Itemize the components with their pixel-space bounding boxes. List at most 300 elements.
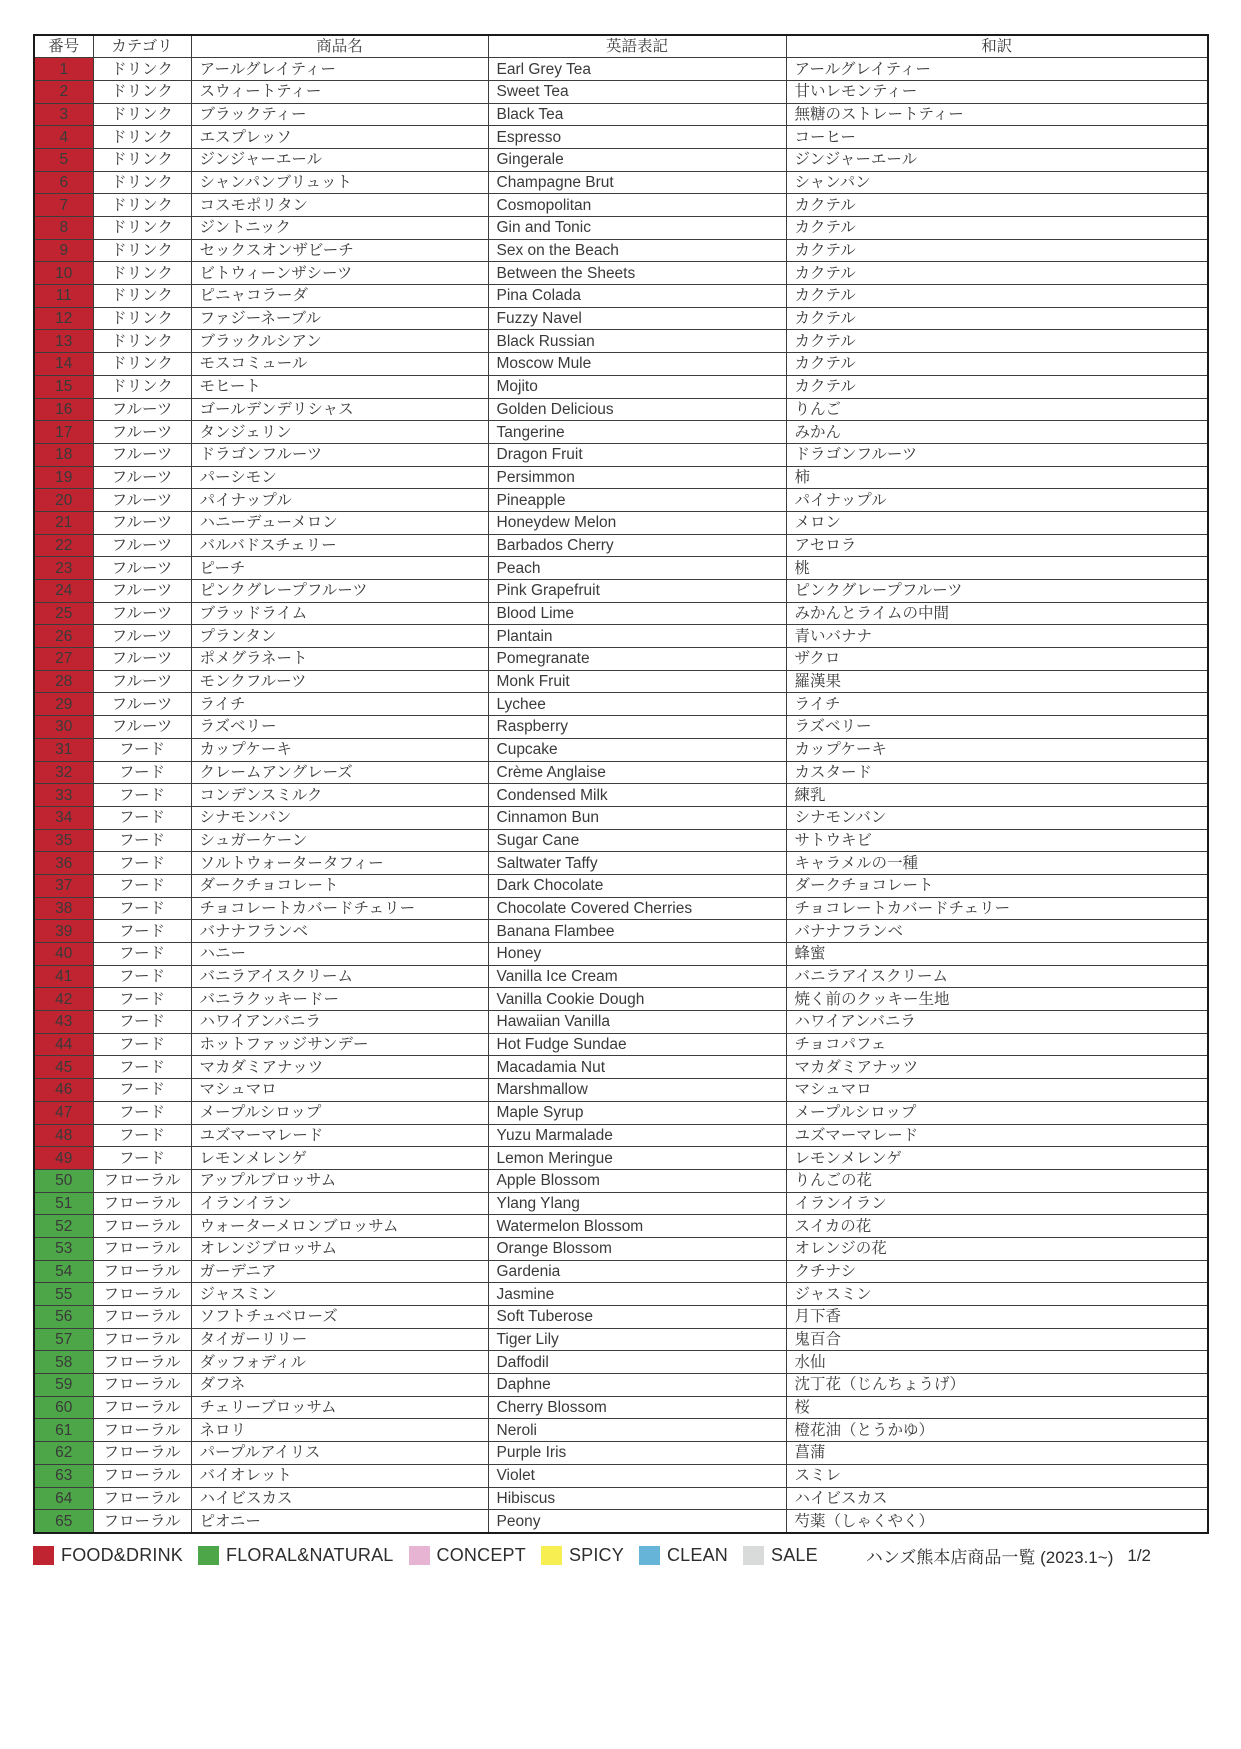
row-name-cell: モンクフルーツ (191, 670, 488, 693)
row-english-cell: Tiger Lily (488, 1328, 786, 1351)
row-name-cell: ホットファッジサンデー (191, 1033, 488, 1056)
row-japanese-cell: カクテル (786, 307, 1208, 330)
table-row (34, 1487, 1208, 1510)
row-english-cell: Apple Blossom (488, 1169, 786, 1192)
row-number-cell: 14 (34, 353, 93, 376)
row-category-cell: ドリンク (93, 58, 191, 81)
row-japanese-cell: 甘いレモンティー (786, 80, 1208, 103)
row-name-cell: バニラアイスクリーム (191, 965, 488, 988)
table-row (34, 557, 1208, 580)
row-japanese-cell: カクテル (786, 217, 1208, 240)
row-japanese-cell: りんごの花 (786, 1169, 1208, 1192)
row-english-cell: Dragon Fruit (488, 443, 786, 466)
table-row (34, 1124, 1208, 1147)
row-english-cell: Persimmon (488, 466, 786, 489)
row-number-cell: 56 (34, 1306, 93, 1329)
header-japanese: 和訳 (786, 35, 1208, 58)
table-row (34, 670, 1208, 693)
row-japanese-cell: レモンメレンゲ (786, 1147, 1208, 1170)
row-category-cell: フルーツ (93, 466, 191, 489)
row-number-cell: 15 (34, 375, 93, 398)
row-name-cell: チョコレートカバードチェリー (191, 897, 488, 920)
row-japanese-cell: カクテル (786, 285, 1208, 308)
row-name-cell: オレンジブロッサム (191, 1237, 488, 1260)
row-number-cell: 6 (34, 171, 93, 194)
row-category-cell: フルーツ (93, 557, 191, 580)
table-row (34, 988, 1208, 1011)
row-category-cell: フード (93, 874, 191, 897)
row-japanese-cell: ダークチョコレート (786, 874, 1208, 897)
row-number-cell: 37 (34, 874, 93, 897)
row-english-cell: Condensed Milk (488, 784, 786, 807)
row-japanese-cell: アールグレイティー (786, 58, 1208, 81)
row-english-cell: Cosmopolitan (488, 194, 786, 217)
product-table (33, 34, 1209, 1534)
table-row (34, 375, 1208, 398)
row-number-cell: 41 (34, 965, 93, 988)
row-japanese-cell: ラズベリー (786, 716, 1208, 739)
row-english-cell: Marshmallow (488, 1079, 786, 1102)
row-number-cell: 28 (34, 670, 93, 693)
row-japanese-cell: ハワイアンバニラ (786, 1011, 1208, 1034)
row-number-cell: 12 (34, 307, 93, 330)
row-japanese-cell: シャンパン (786, 171, 1208, 194)
row-name-cell: ピーチ (191, 557, 488, 580)
row-category-cell: フルーツ (93, 602, 191, 625)
row-name-cell: ガーデニア (191, 1260, 488, 1283)
row-name-cell: ライチ (191, 693, 488, 716)
row-japanese-cell: メロン (786, 511, 1208, 534)
row-category-cell: ドリンク (93, 239, 191, 262)
row-japanese-cell: ザクロ (786, 648, 1208, 671)
row-name-cell: バルバドスチェリー (191, 534, 488, 557)
table-row (34, 1419, 1208, 1442)
row-english-cell: Soft Tuberose (488, 1306, 786, 1329)
row-category-cell: フルーツ (93, 716, 191, 739)
row-english-cell: Hibiscus (488, 1487, 786, 1510)
row-category-cell: フローラル (93, 1442, 191, 1465)
row-category-cell: フード (93, 1011, 191, 1034)
row-name-cell: ビトウィーンザシーツ (191, 262, 488, 285)
table-row (34, 1464, 1208, 1487)
legend-color-swatch (409, 1546, 430, 1565)
row-category-cell: フード (93, 852, 191, 875)
row-japanese-cell: ドラゴンフルーツ (786, 443, 1208, 466)
table-row (34, 1442, 1208, 1465)
row-category-cell: フルーツ (93, 443, 191, 466)
table-row (34, 1237, 1208, 1260)
row-japanese-cell: カクテル (786, 353, 1208, 376)
table-row (34, 1056, 1208, 1079)
row-category-cell: フローラル (93, 1169, 191, 1192)
row-category-cell: フローラル (93, 1283, 191, 1306)
table-row (34, 1260, 1208, 1283)
table-row (34, 1215, 1208, 1238)
row-number-cell: 39 (34, 920, 93, 943)
row-name-cell: イランイラン (191, 1192, 488, 1215)
row-name-cell: ファジーネーブル (191, 307, 488, 330)
row-category-cell: フローラル (93, 1215, 191, 1238)
legend-item (198, 1545, 394, 1566)
row-category-cell: ドリンク (93, 330, 191, 353)
table-row (34, 625, 1208, 648)
table-row (34, 466, 1208, 489)
row-number-cell: 59 (34, 1374, 93, 1397)
row-japanese-cell: ジャスミン (786, 1283, 1208, 1306)
table-row (34, 784, 1208, 807)
row-japanese-cell: チョコパフェ (786, 1033, 1208, 1056)
row-name-cell: パープルアイリス (191, 1442, 488, 1465)
row-english-cell: Between the Sheets (488, 262, 786, 285)
table-row (34, 965, 1208, 988)
table-row (34, 126, 1208, 149)
row-category-cell: フルーツ (93, 489, 191, 512)
legend-color-swatch (541, 1546, 562, 1565)
row-english-cell: Ylang Ylang (488, 1192, 786, 1215)
row-name-cell: ダフネ (191, 1374, 488, 1397)
table-row (34, 1079, 1208, 1102)
row-japanese-cell: ジンジャーエール (786, 148, 1208, 171)
row-name-cell: ジントニック (191, 217, 488, 240)
header-row (34, 35, 1208, 58)
row-japanese-cell: みかん (786, 421, 1208, 444)
legend-label: SALE (771, 1545, 818, 1565)
row-category-cell: ドリンク (93, 285, 191, 308)
row-japanese-cell: ピンクグレープフルーツ (786, 580, 1208, 603)
row-number-cell: 16 (34, 398, 93, 421)
row-category-cell: ドリンク (93, 126, 191, 149)
row-category-cell: フード (93, 1101, 191, 1124)
row-english-cell: Barbados Cherry (488, 534, 786, 557)
row-category-cell: フローラル (93, 1487, 191, 1510)
table-row (34, 534, 1208, 557)
table-row (34, 1011, 1208, 1034)
row-number-cell: 31 (34, 738, 93, 761)
row-japanese-cell: イランイラン (786, 1192, 1208, 1215)
row-name-cell: ハニーデューメロン (191, 511, 488, 534)
row-number-cell: 11 (34, 285, 93, 308)
table-row (34, 693, 1208, 716)
row-english-cell: Sugar Cane (488, 829, 786, 852)
row-category-cell: フローラル (93, 1260, 191, 1283)
row-english-cell: Neroli (488, 1419, 786, 1442)
row-number-cell: 26 (34, 625, 93, 648)
legend-label: CLEAN (666, 1545, 728, 1565)
table-row (34, 897, 1208, 920)
row-english-cell: Sex on the Beach (488, 239, 786, 262)
row-number-cell: 36 (34, 852, 93, 875)
row-number-cell: 33 (34, 784, 93, 807)
row-number-cell: 45 (34, 1056, 93, 1079)
row-name-cell: ジャスミン (191, 1283, 488, 1306)
row-english-cell: Crème Anglaise (488, 761, 786, 784)
row-category-cell: フルーツ (93, 421, 191, 444)
row-english-cell: Jasmine (488, 1283, 786, 1306)
row-japanese-cell: 羅漢果 (786, 670, 1208, 693)
table-row (34, 761, 1208, 784)
legend-color-swatch (33, 1546, 54, 1565)
row-name-cell: コスモポリタン (191, 194, 488, 217)
row-category-cell: ドリンク (93, 307, 191, 330)
legend-label: CONCEPT (436, 1545, 526, 1565)
row-name-cell: レモンメレンゲ (191, 1147, 488, 1170)
row-english-cell: Chocolate Covered Cherries (488, 897, 786, 920)
row-number-cell: 58 (34, 1351, 93, 1374)
row-category-cell: フード (93, 1124, 191, 1147)
row-japanese-cell: カクテル (786, 375, 1208, 398)
table-row (34, 1306, 1208, 1329)
row-number-cell: 3 (34, 103, 93, 126)
row-number-cell: 62 (34, 1442, 93, 1465)
table-row (34, 1192, 1208, 1215)
row-category-cell: ドリンク (93, 103, 191, 126)
row-category-cell: フード (93, 943, 191, 966)
row-category-cell: ドリンク (93, 148, 191, 171)
row-name-cell: ネロリ (191, 1419, 488, 1442)
row-name-cell: ハニー (191, 943, 488, 966)
row-category-cell: フローラル (93, 1237, 191, 1260)
row-number-cell: 60 (34, 1396, 93, 1419)
row-category-cell: フード (93, 897, 191, 920)
table-row (34, 353, 1208, 376)
row-japanese-cell: カップケーキ (786, 738, 1208, 761)
row-category-cell: フード (93, 1056, 191, 1079)
row-english-cell: Monk Fruit (488, 670, 786, 693)
table-row (34, 398, 1208, 421)
row-japanese-cell: スイカの花 (786, 1215, 1208, 1238)
row-category-cell: フード (93, 1147, 191, 1170)
row-number-cell: 47 (34, 1101, 93, 1124)
row-english-cell: Fuzzy Navel (488, 307, 786, 330)
row-number-cell: 38 (34, 897, 93, 920)
table-row (34, 1169, 1208, 1192)
header-name: 商品名 (191, 35, 488, 58)
row-name-cell: ブラックルシアン (191, 330, 488, 353)
row-number-cell: 2 (34, 80, 93, 103)
row-name-cell: ピンクグレープフルーツ (191, 580, 488, 603)
table-row (34, 103, 1208, 126)
row-name-cell: ジンジャーエール (191, 148, 488, 171)
row-number-cell: 42 (34, 988, 93, 1011)
row-english-cell: Macadamia Nut (488, 1056, 786, 1079)
row-name-cell: モスコミュール (191, 353, 488, 376)
row-japanese-cell: バニラアイスクリーム (786, 965, 1208, 988)
row-name-cell: チェリーブロッサム (191, 1396, 488, 1419)
row-category-cell: フローラル (93, 1396, 191, 1419)
row-category-cell: フード (93, 1033, 191, 1056)
row-number-cell: 18 (34, 443, 93, 466)
legend-color-swatch (743, 1546, 764, 1565)
row-japanese-cell: ユズマーマレード (786, 1124, 1208, 1147)
row-japanese-cell: スミレ (786, 1464, 1208, 1487)
table-row (34, 330, 1208, 353)
row-name-cell: カップケーキ (191, 738, 488, 761)
row-name-cell: ブラッドライム (191, 602, 488, 625)
row-number-cell: 57 (34, 1328, 93, 1351)
table-row (34, 443, 1208, 466)
row-category-cell: フード (93, 761, 191, 784)
row-category-cell: フード (93, 806, 191, 829)
row-name-cell: シュガーケーン (191, 829, 488, 852)
row-name-cell: プランタン (191, 625, 488, 648)
row-number-cell: 17 (34, 421, 93, 444)
table-row (34, 511, 1208, 534)
row-number-cell: 48 (34, 1124, 93, 1147)
table-row (34, 716, 1208, 739)
row-name-cell: クレームアングレーズ (191, 761, 488, 784)
row-japanese-cell: アセロラ (786, 534, 1208, 557)
row-name-cell: バイオレット (191, 1464, 488, 1487)
row-japanese-cell: キャラメルの一種 (786, 852, 1208, 875)
row-english-cell: Champagne Brut (488, 171, 786, 194)
row-name-cell: タンジェリン (191, 421, 488, 444)
row-english-cell: Maple Syrup (488, 1101, 786, 1124)
table-row (34, 1328, 1208, 1351)
legend-item (639, 1545, 728, 1566)
row-english-cell: Hawaiian Vanilla (488, 1011, 786, 1034)
row-number-cell: 46 (34, 1079, 93, 1102)
row-category-cell: ドリンク (93, 171, 191, 194)
row-japanese-cell: 柿 (786, 466, 1208, 489)
row-english-cell: Peach (488, 557, 786, 580)
row-japanese-cell: 芍薬（しゃくやく） (786, 1510, 1208, 1533)
table-row (34, 852, 1208, 875)
row-japanese-cell: 蜂蜜 (786, 943, 1208, 966)
row-english-cell: Hot Fudge Sundae (488, 1033, 786, 1056)
row-name-cell: ユズマーマレード (191, 1124, 488, 1147)
row-japanese-cell: 練乳 (786, 784, 1208, 807)
row-english-cell: Pineapple (488, 489, 786, 512)
row-japanese-cell: 焼く前のクッキー生地 (786, 988, 1208, 1011)
row-number-cell: 9 (34, 239, 93, 262)
row-number-cell: 5 (34, 148, 93, 171)
row-japanese-cell: マシュマロ (786, 1079, 1208, 1102)
row-japanese-cell: カスタード (786, 761, 1208, 784)
row-english-cell: Moscow Mule (488, 353, 786, 376)
table-row (34, 217, 1208, 240)
row-japanese-cell: 桃 (786, 557, 1208, 580)
row-number-cell: 22 (34, 534, 93, 557)
table-row (34, 80, 1208, 103)
row-category-cell: フルーツ (93, 511, 191, 534)
row-english-cell: Vanilla Ice Cream (488, 965, 786, 988)
row-number-cell: 54 (34, 1260, 93, 1283)
row-category-cell: ドリンク (93, 353, 191, 376)
table-row (34, 1374, 1208, 1397)
row-japanese-cell: 無糖のストレートティー (786, 103, 1208, 126)
table-row (34, 920, 1208, 943)
table-row (34, 1396, 1208, 1419)
table-row (34, 307, 1208, 330)
header-english: 英語表記 (488, 35, 786, 58)
row-name-cell: パイナップル (191, 489, 488, 512)
table-row (34, 489, 1208, 512)
row-english-cell: Tangerine (488, 421, 786, 444)
row-japanese-cell: 沈丁花（じんちょうげ） (786, 1374, 1208, 1397)
row-japanese-cell: チョコレートカバードチェリー (786, 897, 1208, 920)
row-english-cell: Pina Colada (488, 285, 786, 308)
row-category-cell: フローラル (93, 1351, 191, 1374)
row-category-cell: フルーツ (93, 398, 191, 421)
row-category-cell: フローラル (93, 1306, 191, 1329)
row-name-cell: マシュマロ (191, 1079, 488, 1102)
row-name-cell: スウィートティー (191, 80, 488, 103)
table-row (34, 874, 1208, 897)
row-number-cell: 64 (34, 1487, 93, 1510)
row-japanese-cell: パイナップル (786, 489, 1208, 512)
row-english-cell: Sweet Tea (488, 80, 786, 103)
table-row (34, 648, 1208, 671)
row-category-cell: ドリンク (93, 80, 191, 103)
row-japanese-cell: 橙花油（とうかゆ） (786, 1419, 1208, 1442)
legend-label: FOOD&DRINK (61, 1545, 184, 1565)
row-english-cell: Vanilla Cookie Dough (488, 988, 786, 1011)
row-category-cell: フルーツ (93, 648, 191, 671)
bottom-bar (33, 1543, 1209, 1568)
table-row (34, 421, 1208, 444)
row-japanese-cell: カクテル (786, 194, 1208, 217)
row-number-cell: 19 (34, 466, 93, 489)
row-english-cell: Purple Iris (488, 1442, 786, 1465)
table-row (34, 58, 1208, 81)
legend-item (33, 1545, 183, 1566)
row-name-cell: ポメグラネート (191, 648, 488, 671)
row-number-cell: 63 (34, 1464, 93, 1487)
row-english-cell: Mojito (488, 375, 786, 398)
row-english-cell: Cinnamon Bun (488, 806, 786, 829)
row-english-cell: Watermelon Blossom (488, 1215, 786, 1238)
row-japanese-cell: 桜 (786, 1396, 1208, 1419)
row-name-cell: ブラックティー (191, 103, 488, 126)
row-number-cell: 55 (34, 1283, 93, 1306)
row-category-cell: ドリンク (93, 375, 191, 398)
row-japanese-cell: カクテル (786, 239, 1208, 262)
row-name-cell: セックスオンザビーチ (191, 239, 488, 262)
row-number-cell: 52 (34, 1215, 93, 1238)
table-row (34, 1283, 1208, 1306)
table-body (34, 58, 1208, 1533)
row-number-cell: 1 (34, 58, 93, 81)
row-name-cell: ダークチョコレート (191, 874, 488, 897)
table-row (34, 148, 1208, 171)
table-row (34, 580, 1208, 603)
row-japanese-cell: バナナフランベ (786, 920, 1208, 943)
row-category-cell: フローラル (93, 1510, 191, 1533)
row-category-cell: フード (93, 829, 191, 852)
table-row (34, 1351, 1208, 1374)
row-japanese-cell: クチナシ (786, 1260, 1208, 1283)
row-english-cell: Espresso (488, 126, 786, 149)
row-english-cell: Lemon Meringue (488, 1147, 786, 1170)
row-number-cell: 4 (34, 126, 93, 149)
row-english-cell: Daphne (488, 1374, 786, 1397)
legend-item (409, 1545, 526, 1566)
row-number-cell: 20 (34, 489, 93, 512)
footer-page-number: 1/2 (1127, 1545, 1151, 1565)
row-name-cell: マカダミアナッツ (191, 1056, 488, 1079)
row-category-cell: フード (93, 738, 191, 761)
row-number-cell: 43 (34, 1011, 93, 1034)
table-row (34, 262, 1208, 285)
row-name-cell: ハワイアンバニラ (191, 1011, 488, 1034)
row-number-cell: 10 (34, 262, 93, 285)
row-category-cell: フルーツ (93, 625, 191, 648)
row-name-cell: ピニャコラーダ (191, 285, 488, 308)
footer (866, 1543, 1151, 1568)
row-name-cell: バナナフランベ (191, 920, 488, 943)
row-name-cell: タイガーリリー (191, 1328, 488, 1351)
row-number-cell: 24 (34, 580, 93, 603)
